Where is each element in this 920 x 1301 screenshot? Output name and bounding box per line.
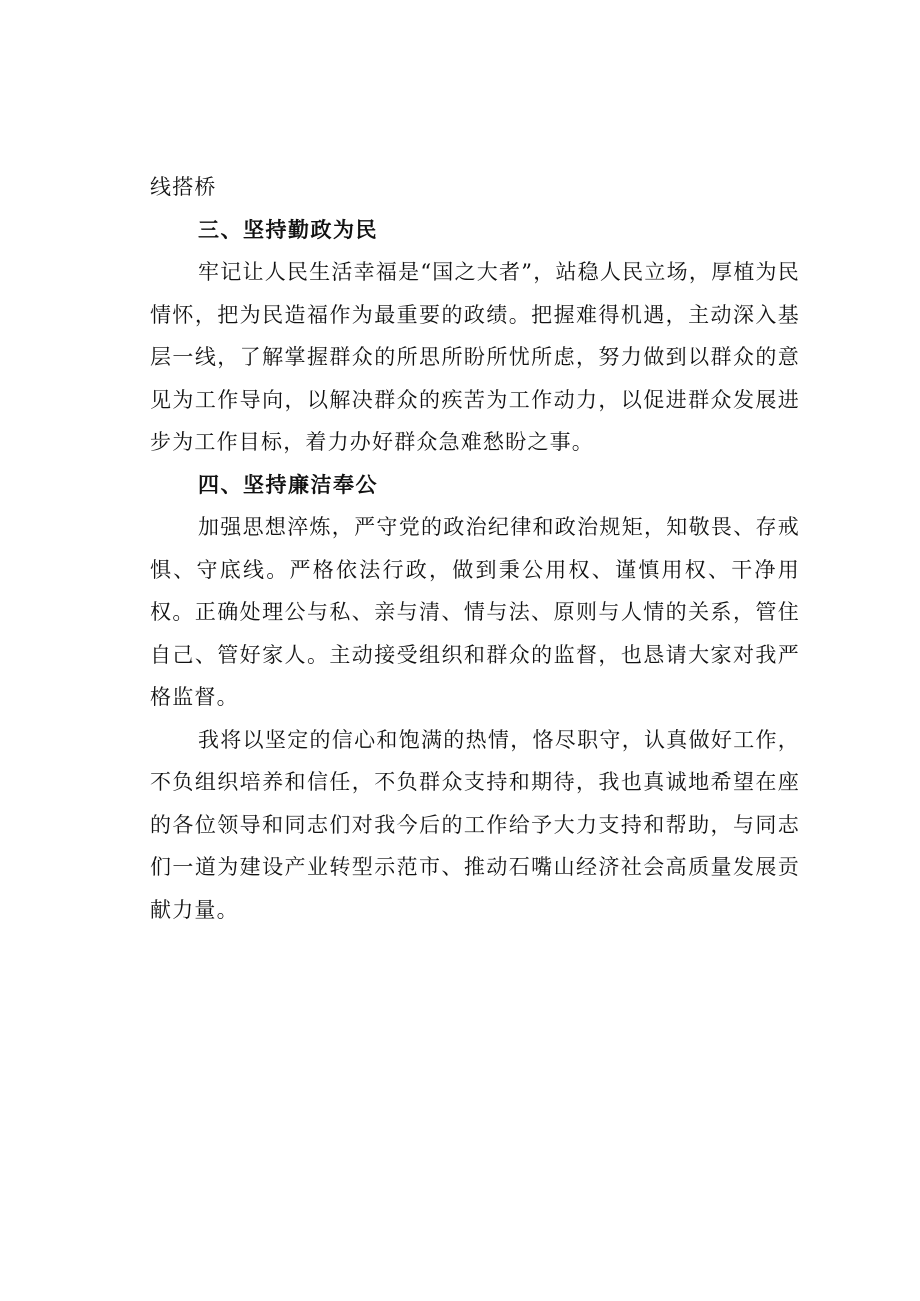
section-3-paragraph: 牢记让人民生活幸福是“国之大者”，站稳人民立场，厚植为民情怀，把为民造福作为最重要的政绩。把握难得机遇，主动深入基层一线，了解掌握群众的所思所盼所忧所虑，努力做到以群众的意见为工作导向，以解决群众的疾苦为工作动力，以促进群众发展进步为工作目标，着力办好群众急难愁盼之事。 [150,260,800,454]
section-4-heading: 四、坚持廉洁奉公 [198,472,378,497]
document-body [150,166,800,931]
closing-paragraph: 我将以坚定的信心和饱满的热情，恪尽职守，认真做好工作，不负组织培养和信任，不负群众支持和期待，我也真诚地希望在座的各位领导和同志们对我今后的工作给予大力支持和帮助，与同志们一道为建设产业转型示范市、推动石嘴山经济社会高质量发展贡献力量。 [150,727,800,922]
section-4-paragraph: 加强思想淬炼，严守党的政治纪律和政治规矩，知敬畏、存戒惧、守底线。严格依法行政，做到秉公用权、谨慎用权、干净用权。正确处理公与私、亲与清、情与法、原则与人情的关系，管住自己、管好家人。主动接受组织和群众的监督，也恳请大家对我严格监督。 [150,515,800,709]
section-3-heading: 三、坚持勤政为民 [198,217,378,242]
continued-fragment: 线搭桥 [150,175,217,199]
